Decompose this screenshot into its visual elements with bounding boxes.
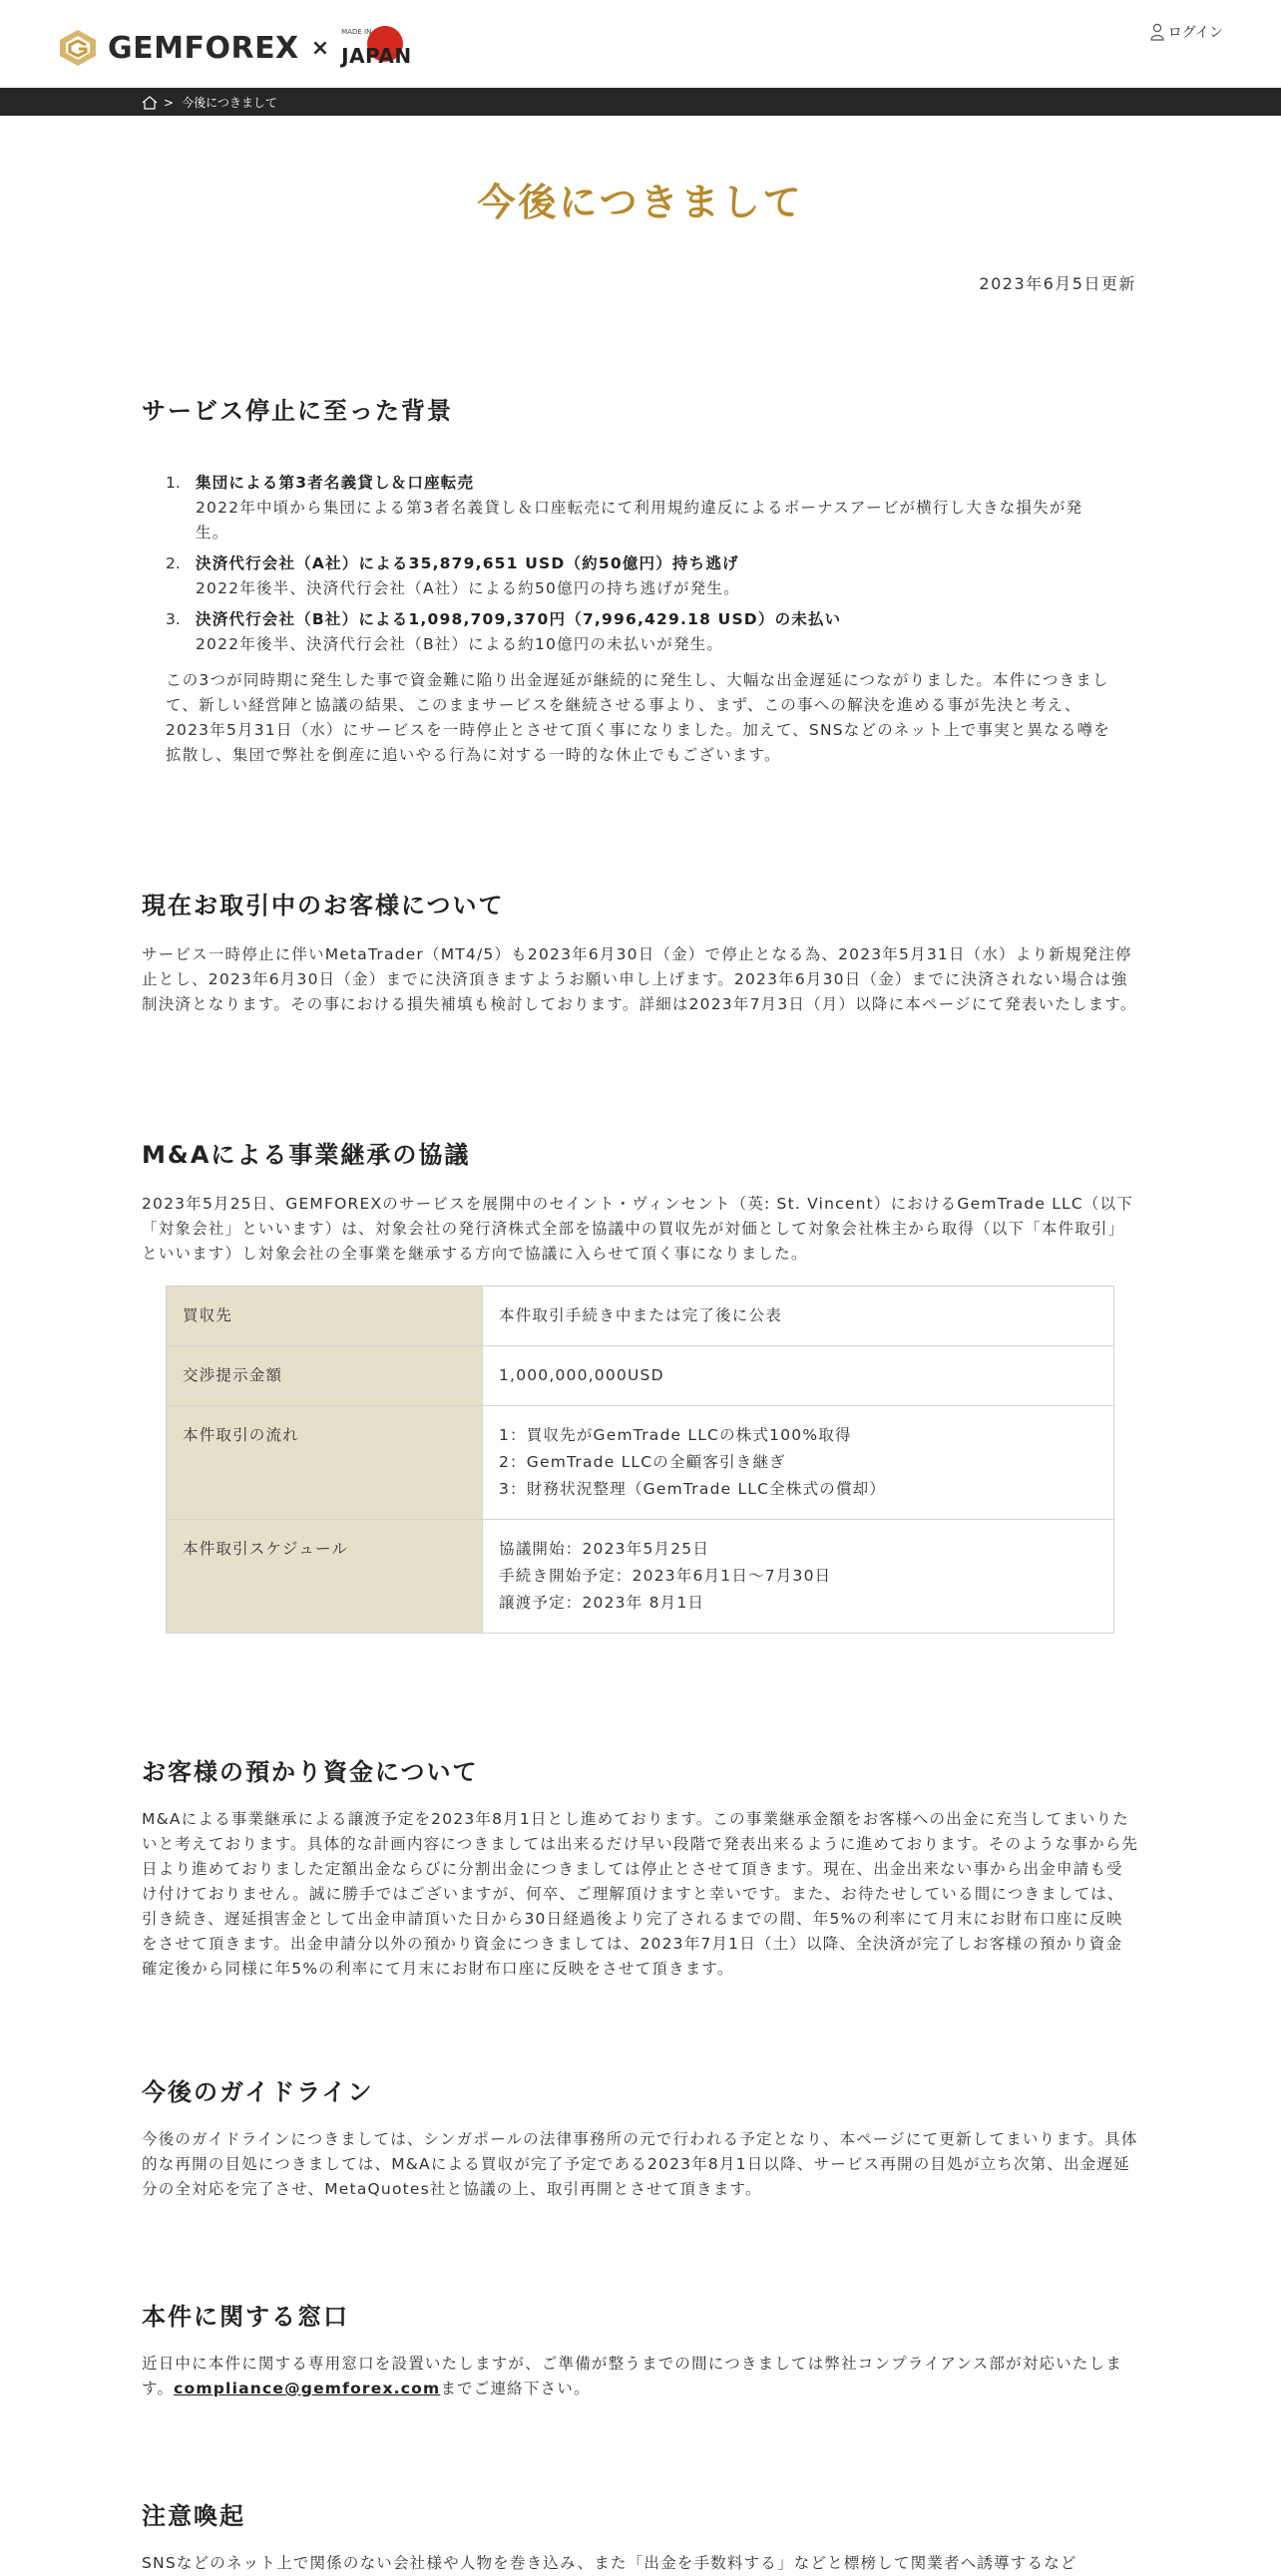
table-row xyxy=(167,1287,1114,1346)
section-heading-ma: M&Aによる事業継承の協議 xyxy=(142,1141,471,1169)
background-summary: この3つが同時期に発生した事で資金難に陥り出金遅延が継続的に発生し、大幅な出金遅延につながりました。本件につきまして、新しい経営陣と協議の結果、このままサービスを継続させる事より、まず、この事への解決を進める事が先決と考え、2023年5月31日（水）にサービスを一時停止とさせて頂く事になりました。加えて、SNSなどのネット上で事実と異なる噂を拡散し、集団で弊社を倒産に追いやる行為に対する一時的な休止でもございます。 xyxy=(166,671,1110,764)
user-icon xyxy=(1150,23,1164,41)
table-row xyxy=(167,1346,1114,1406)
caution-body: SNSなどのネット上で関係のない会社様や人物を巻き込み、また「出金を手数料する」などと標榜して関業者へ誘導するなど xyxy=(142,2554,1077,2572)
deposits-body: M&Aによる事業継承による譲渡予定を2023年8月1日とし進めております。この事業継承金額をお客様への出金に充当してまいりたいと考えております。具体的な計画内容につきましては出来るだけ早い段階で発表出来るように進めております。そのような事から先日より進めておりました定額出金ならびに分割出金につきましては停止とさせて頂きます。現在、出金出来ない事から出金申請も受け付けておりません。誠に勝手ではございますが、何卒、ご理解頂けますと幸いです。また、お待たせしている間につきましては、引き続き、遅延損害金として出金申請頂いた日から30日経過後より完了されるまでの間、年5%の利率にて月末にお財布口座に反映をさせて頂きます。出金申請分以外の預かり資金につきましては、2023年7月1日（土）以降、全決済が完了しお客様の預かり資金確定後から同様に年5%の利率にて月末にお財布口座に反映をさせて頂きます。 xyxy=(142,1810,1139,1978)
table-row xyxy=(167,1406,1114,1520)
list-item xyxy=(166,607,1113,657)
table-key: 買収先 xyxy=(167,1287,483,1346)
table-key: 本件取引の流れ xyxy=(167,1406,483,1520)
brand-cross: × xyxy=(310,35,330,61)
background-list xyxy=(166,471,1113,663)
table-value xyxy=(483,1346,1114,1406)
contact-body xyxy=(142,2352,1139,2401)
list-item-title: 決済代行会社（B社）による1,098,709,370円（7,996,429.18 USD）の未払い xyxy=(196,610,842,628)
brand-name: GEMFOREX xyxy=(108,30,299,66)
login-label: ログイン xyxy=(1167,25,1223,41)
table-value-line: 本件取引手続き中または完了後に公表 xyxy=(499,1306,782,1324)
site-header xyxy=(0,0,1281,88)
brand-logo[interactable] xyxy=(56,26,411,70)
current-clients-body: サービス一時停止に伴いMetaTrader（MT4/5）も2023年6月30日（金）で停止となる為、2023年5月31日（水）より新規発注停止とし、2023年6月30日（金）までに決済頂きますようお願い申し上げます。2023年6月30日（金）までに決済されない場合は強制決済となります。その事における損失補填も検討しております。詳細は2023年7月3日（月）以降に本ページにて発表いたします。 xyxy=(142,945,1137,1013)
list-item-title: 集団による第3者名義貸し＆口座転売 xyxy=(196,474,475,492)
table-value-line: 1：買収先がGemTrade LLCの株式100%取得 xyxy=(499,1426,852,1444)
home-icon[interactable] xyxy=(142,96,158,110)
badge-small-text: MADE IN xyxy=(341,28,372,36)
breadcrumb xyxy=(0,88,1281,116)
ma-body: 2023年5月25日、GEMFOREXのサービスを展開中のセイント・ヴィンセント（英: St. Vincent）におけるGemTrade LLC（以下「対象会社」といいます）は、対象会社の発行済株式全部を協議中の買収先が対価として対象会社株主から取得（以下「本件取引」といいます）し対象会社の全事業を継承する方向で協議に入らせて頂く事になりました。 xyxy=(142,1195,1133,1263)
table-value-line: 3：財務状況整理（GemTrade LLC全株式の償却） xyxy=(499,1480,887,1498)
breadcrumb-separator: > xyxy=(164,95,175,110)
deal-table xyxy=(166,1286,1114,1634)
list-item xyxy=(166,552,1113,601)
table-value-line: 協議開始：2023年5月25日 xyxy=(499,1540,710,1558)
compliance-email-link[interactable]: compliance@gemforex.com xyxy=(174,2380,441,2397)
list-item xyxy=(166,471,1113,546)
section-heading-guideline: 今後のガイドライン xyxy=(142,2078,374,2106)
table-key: 本件取引スケジュール xyxy=(167,1520,483,1634)
contact-text-before: 近日中に本件に関する専用窓口を設置いたしますが、ご準備が整うまでの間につきましては弊社コンプライアンス部が対応いたします。 xyxy=(142,2355,1122,2397)
gemforex-logo-icon xyxy=(56,28,100,68)
breadcrumb-current: 今後につきまして xyxy=(182,96,277,110)
made-in-japan-badge xyxy=(341,26,411,70)
table-key: 交渉提示金額 xyxy=(167,1346,483,1406)
section-heading-background: サービス停止に至った背景 xyxy=(142,397,453,425)
table-row xyxy=(167,1520,1114,1634)
list-item-number: 1. xyxy=(166,474,181,492)
section-heading-current-clients: 現在お取引中のお客様について xyxy=(142,892,505,920)
table-value xyxy=(483,1287,1114,1346)
badge-big-text: JAPAN xyxy=(341,44,412,68)
list-item-body: 2022年後半、決済代行会社（B社）による約10億円の未払いが発生。 xyxy=(196,635,724,653)
table-value-line: 譲渡予定：2023年 8月1日 xyxy=(499,1594,705,1612)
guideline-body: 今後のガイドラインにつきましては、シンガポールの法律事務所の元で行われる予定となり、本ページにて更新してまいります。具体的な再開の目処につきましては、M&Aによる買収が完了予定である2023年8月1日以降、サービス再開の目処が立ち次第、出金遅延分の全対応を完了させ、MetaQuotes社と協議の上、取引再開とさせて頂きます。 xyxy=(142,2130,1138,2198)
table-value xyxy=(483,1406,1114,1520)
list-item-number: 2. xyxy=(166,554,181,572)
table-value-line: 1,000,000,000USD xyxy=(499,1366,664,1384)
login-link[interactable] xyxy=(1150,22,1223,42)
table-value-line: 2：GemTrade LLCの全顧客引き継ぎ xyxy=(499,1453,786,1471)
list-item-number: 3. xyxy=(166,610,181,628)
table-value-line: 手続き開始予定：2023年6月1日〜7月30日 xyxy=(499,1567,832,1585)
page-title: 今後につきまして xyxy=(477,181,804,224)
updated-date: 2023年6月5日更新 xyxy=(979,274,1136,293)
list-item-body: 2022年中頃から集団による第3者名義貸し＆口座転売にて利用規約違反によるボーナスアービが横行し大きな損失が発生。 xyxy=(196,499,1083,542)
section-heading-caution: 注意喚起 xyxy=(142,2502,245,2530)
list-item-title: 決済代行会社（A社）による35,879,651 USD（約50億円）持ち逃げ xyxy=(196,554,739,572)
list-item-body: 2022年後半、決済代行会社（A社）による約50億円の持ち逃げが発生。 xyxy=(196,579,740,597)
section-heading-deposits: お客様の預かり資金について xyxy=(142,1758,479,1786)
table-value xyxy=(483,1520,1114,1634)
section-heading-contact: 本件に関する窓口 xyxy=(142,2303,349,2331)
contact-text-after: までご連絡下さい。 xyxy=(440,2380,591,2397)
